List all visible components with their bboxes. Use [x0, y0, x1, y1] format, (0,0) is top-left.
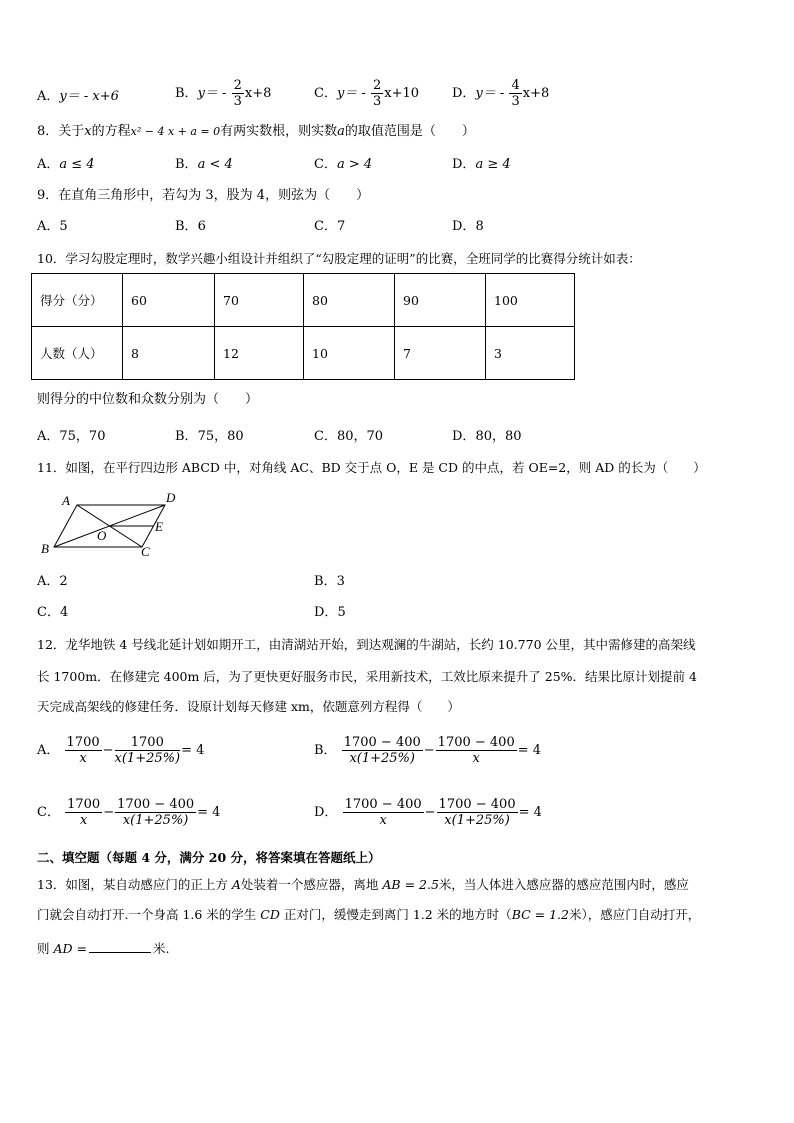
option-label: D． [314, 805, 338, 820]
option-text: 3 [336, 574, 345, 589]
option-text: 5 [337, 605, 346, 620]
parallelogram-figure [37, 488, 182, 558]
stem-text: 米，当人体进入感应器的感应范围内时，感应 [438, 877, 689, 892]
option-text: 75，80 [197, 429, 244, 444]
stem-text: 13．如图，某自动感应门的正上方 [37, 877, 232, 892]
q13-line-1 [37, 876, 689, 894]
table-cell: 8 [123, 327, 215, 380]
q13-line-3 [37, 938, 169, 958]
q7-option-b [175, 78, 271, 109]
option-label: C． [314, 86, 337, 101]
numerator: 1700 [115, 735, 181, 751]
q12-line-2: 长 1700m．在修建完 400m 后，为了更快更好服务市民，采用新技术，工效比原来提升了 25%．结果比原计划提前 4 [37, 669, 697, 684]
numerator: 1700 − 400 [437, 735, 515, 750]
table-cell: 3 [486, 327, 575, 380]
q9-stem: 9．在直角三角形中，若勾为 3，股为 4，则弦为（ ） [37, 188, 370, 203]
fraction [342, 735, 423, 766]
q7-option-c [314, 78, 419, 109]
numerator: 2 [372, 78, 382, 93]
q12-option-a: A． $\frac{1700}{x}$ − $\frac{1700}{x(1+25\%)}$ = 4 [37, 735, 205, 766]
q12-line-3: 天完成高架线的修建任务．设原计划每天修建 xm，依题意列方程得（ ） [37, 699, 460, 714]
q9-option-c [314, 218, 345, 236]
option-label: A． [37, 219, 60, 234]
stem-text: 8．关于 [37, 124, 85, 139]
stem-text: 门就会自动打开.一个身高 1.6 米的学生 [37, 907, 261, 922]
expression: AD = [53, 941, 87, 956]
q11-option-c [37, 604, 68, 622]
fraction [436, 735, 517, 766]
q8-option-d [452, 156, 511, 174]
denominator: x [472, 751, 480, 766]
q12-line-1: 12．龙华地铁 4 号线北延计划如期开工，由清湖站开始，到达观澜的牛湖站，长约 10.770 公里，其中需修建的高架线 [37, 637, 696, 652]
q10-option-d [452, 428, 522, 446]
fraction [65, 797, 102, 828]
option-text: 2 [59, 574, 68, 589]
option-text: 6 [197, 219, 206, 234]
label-a: A [62, 493, 70, 508]
option-label: A． [37, 429, 60, 444]
fraction [343, 797, 424, 828]
option-label: A． [37, 743, 60, 758]
table-cell: 80 [304, 274, 395, 327]
q10-stem: 10．学习勾股定理时，数学兴趣小组设计并组织了“勾股定理的证明”的比赛，全班同学的比赛得分统计如表： [37, 251, 641, 266]
label-c: C [141, 544, 150, 558]
q12-option-b: B． $\frac{1700 - 400}{x(1+25\%)}$ − $\frac{1700 - 400}{x}$ = 4 [314, 735, 542, 766]
option-text: 7 [336, 219, 346, 234]
q7-option-d [452, 78, 549, 109]
denominator: x(1+25%) [444, 813, 510, 828]
table-row [32, 327, 575, 380]
fraction [371, 78, 383, 109]
option-text: x+8 [522, 86, 550, 101]
option-text: 5 [59, 219, 68, 234]
denominator: x(1+25%) [114, 751, 181, 766]
table-cell: 100 [486, 274, 575, 327]
option-label: C． [37, 605, 60, 620]
option-text: 80，70 [336, 429, 384, 444]
q10-option-b [175, 428, 244, 446]
stem-text: 的取值范围是（ ） [344, 124, 475, 139]
q11-option-a [37, 573, 68, 591]
option-text: a < 4 [197, 157, 233, 172]
label-d: D [166, 490, 176, 505]
q8-option-a [37, 156, 95, 174]
fraction [115, 797, 196, 828]
stem-text: 米. [152, 941, 170, 956]
label-o: O [97, 528, 107, 543]
numerator: 2 [233, 78, 242, 93]
option-label: B． [314, 574, 337, 589]
q12-option-d: D． $\frac{1700 - 400}{x}$ − $\frac{1700 - 400}{x(1+25\%)}$ = 4 [314, 797, 542, 828]
q9-option-b [175, 218, 206, 236]
equation-rhs: = 4 [518, 805, 542, 820]
q13-line-2 [37, 906, 700, 924]
option-label: B． [175, 219, 198, 234]
stem-text: 处装着一个感应器，离地 [240, 877, 383, 892]
fraction [115, 735, 181, 766]
option-text: a ≥ 4 [475, 157, 511, 172]
denominator: 3 [372, 94, 382, 109]
option-label: D． [452, 219, 476, 234]
equation-rhs: = 4 [517, 743, 542, 758]
option-label: A． [37, 89, 60, 104]
q11-option-d [314, 604, 346, 622]
q10-option-a [37, 428, 105, 446]
option-text: 4 [59, 605, 69, 620]
option-text: 80，80 [475, 429, 522, 444]
option-label: D． [452, 429, 476, 444]
option-text: y＝ - [197, 86, 231, 101]
q10-question: 则得分的中位数和众数分别为（ ） [37, 392, 259, 407]
denominator: x [379, 813, 387, 828]
table-cell: 70 [215, 274, 304, 327]
label-b: B [41, 541, 49, 556]
option-label: B． [314, 743, 337, 758]
option-label: D． [452, 157, 476, 172]
q11-stem: 11．如图，在平行四边形 ABCD 中，对角线 AC、BD 交于点 O，E 是 CD 的中点，若 OE=2，则 AD 的长为（ ） [37, 460, 706, 475]
section-title: 二、填空题（每题 4 分，满分 20 分，将答案填在答题纸上） [37, 850, 381, 865]
q8-stem [37, 123, 475, 141]
option-label: C． [314, 219, 337, 234]
fraction [437, 797, 518, 828]
expression: BC = 1.2 [511, 907, 569, 922]
label-e: E [155, 519, 163, 534]
equation: x² − 4 x + a = 0 [130, 125, 221, 138]
numerator: 1700 − 400 [438, 797, 516, 812]
q8-option-c [314, 156, 372, 174]
answer-blank[interactable] [89, 938, 151, 953]
option-label: A． [37, 574, 60, 589]
table-cell: 7 [395, 327, 486, 380]
denominator: x(1+25%) [122, 813, 189, 828]
q11-option-b [314, 573, 345, 591]
denominator: x [79, 751, 87, 766]
denominator: 3 [233, 94, 242, 109]
option-text: a > 4 [336, 157, 373, 172]
option-text: x+8 [244, 86, 272, 101]
option-text: x+10 [384, 86, 420, 101]
stem-text: 正对门，缓慢走到离门 1.2 米的地方时（ [279, 907, 512, 922]
stem-text: 则 [37, 941, 54, 956]
fraction [232, 78, 244, 109]
table-cell: 得分（分） [32, 274, 123, 327]
denominator: 3 [511, 94, 520, 109]
option-label: B． [175, 86, 198, 101]
variable: A [231, 877, 241, 892]
numerator: 1700 − 400 [343, 735, 421, 750]
option-label: D． [314, 605, 338, 620]
option-text: 75，70 [59, 429, 106, 444]
option-text: 8 [475, 219, 484, 234]
option-text: a ≤ 4 [59, 157, 95, 172]
numerator: 1700 − 400 [344, 797, 422, 812]
stem-text: 有两实数根，则实数 [220, 124, 338, 139]
expression: AB = 2.5 [382, 877, 439, 892]
denominator: x(1+25%) [349, 751, 415, 766]
q10-option-c [314, 428, 383, 446]
numerator: 1700 [66, 735, 100, 750]
table-cell: 60 [123, 274, 215, 327]
option-text: y＝ - x+6 [59, 89, 119, 104]
fraction [65, 735, 102, 766]
equation-rhs: = 4 [197, 805, 221, 820]
numerator: 1700 − 400 [117, 797, 195, 812]
option-label: C． [314, 429, 337, 444]
q9-option-d [452, 218, 484, 236]
q7-option-a [37, 88, 119, 106]
variable: x [84, 124, 92, 139]
table-cell: 12 [215, 327, 304, 380]
equation-rhs: = 4 [181, 743, 205, 758]
q9-option-a [37, 218, 68, 236]
option-label: C． [37, 805, 60, 820]
numerator: 4 [511, 78, 520, 93]
option-text: y＝ - [475, 86, 509, 101]
table-cell: 10 [304, 327, 395, 380]
option-label: B． [175, 157, 198, 172]
stem-text: 的方程 [91, 124, 131, 139]
table-row [32, 274, 575, 327]
variable: CD [260, 907, 280, 922]
option-text: y＝ - [336, 86, 370, 101]
table-cell: 90 [395, 274, 486, 327]
variable: a [337, 124, 345, 139]
q12-option-c: C． $\frac{1700}{x}$ − $\frac{1700 - 400}{x(1+25\%)}$ = 4 [37, 797, 221, 828]
q8-option-b [175, 156, 233, 174]
stem-text: 米），感应门自动打开， [568, 907, 701, 922]
numerator: 1700 [67, 797, 101, 812]
fraction [509, 78, 521, 109]
score-table [31, 273, 575, 380]
option-label: A． [37, 157, 60, 172]
denominator: x [79, 813, 88, 828]
option-label: D． [452, 86, 476, 101]
option-label: C． [314, 157, 337, 172]
table-cell: 人数（人） [32, 327, 123, 380]
option-label: B． [175, 429, 198, 444]
